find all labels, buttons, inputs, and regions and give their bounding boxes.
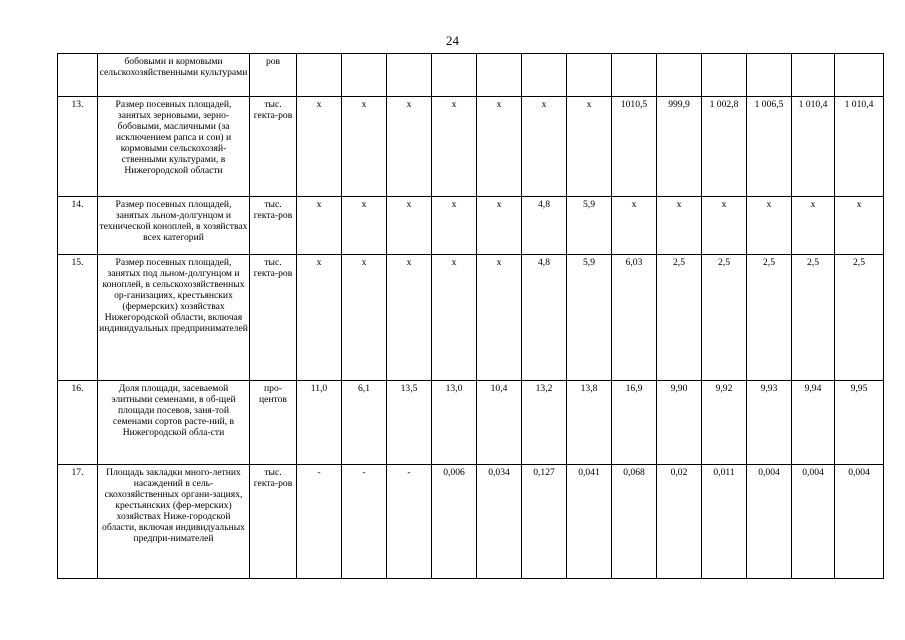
value-cell: 13,8 [567,381,612,465]
value-cell [747,54,792,97]
value-cell: х [477,97,522,197]
value-cell: 0,068 [612,465,657,579]
value-cell: 2,5 [657,255,702,381]
indicator-name: Доля площади, засеваемой элитными семенами, в об-щей площади посевов, заня-той семенами сортов расте-ний, в Нижегородской обла-сти [98,381,250,465]
value-cell: 9,90 [657,381,702,465]
value-cell: 1 006,5 [747,97,792,197]
value-cell [567,54,612,97]
value-cell: 9,93 [747,381,792,465]
value-cell [432,54,477,97]
value-cell: 9,95 [835,381,884,465]
value-cell: 0,041 [567,465,612,579]
value-cell: х [432,97,477,197]
value-cell: - [342,465,387,579]
value-cell: х [612,197,657,255]
value-cell: 6,03 [612,255,657,381]
value-cell: х [792,197,835,255]
value-cell: 0,006 [432,465,477,579]
value-cell: 1 010,4 [792,97,835,197]
value-cell: 0,004 [835,465,884,579]
value-cell: 2,5 [702,255,747,381]
indicator-name: Площадь закладки много-летних насаждений в сель-скохозяйственных органи-зациях, крестьянских (фер-мерских) хозяйствах Ниже-городской области, включая индивидуальных предпри-нимателей [98,465,250,579]
value-cell [657,54,702,97]
value-cell: 11,0 [297,381,342,465]
value-cell: 16,9 [612,381,657,465]
value-cell: 1 002,8 [702,97,747,197]
page-number: 24 [446,33,459,48]
value-cell: - [297,465,342,579]
value-cell: 5,9 [567,255,612,381]
row-number [58,54,98,97]
value-cell: х [432,197,477,255]
value-cell: 0,004 [792,465,835,579]
value-cell [477,54,522,97]
value-cell: 999,9 [657,97,702,197]
value-cell: х [567,97,612,197]
value-cell: 13,5 [387,381,432,465]
value-cell: х [657,197,702,255]
unit-of-measure: ров [250,54,297,97]
value-cell: х [342,97,387,197]
value-cell: 6,1 [342,381,387,465]
value-cell [297,54,342,97]
table-row [58,54,884,97]
value-cell: 0,127 [522,465,567,579]
value-cell: х [342,255,387,381]
unit-of-measure: тыс. гекта-ров [250,97,297,197]
value-cell: 2,5 [792,255,835,381]
unit-of-measure: тыс. гекта-ров [250,255,297,381]
value-cell: х [342,197,387,255]
value-cell [702,54,747,97]
value-cell: 4,8 [522,197,567,255]
value-cell [387,54,432,97]
value-cell [522,54,567,97]
value-cell [792,54,835,97]
value-cell: 0,02 [657,465,702,579]
value-cell: 4,8 [522,255,567,381]
value-cell [835,54,884,97]
indicators-table [57,53,884,579]
row-number: 16. [58,381,98,465]
table-row [58,255,884,381]
value-cell: - [387,465,432,579]
value-cell: х [835,197,884,255]
value-cell: 5,9 [567,197,612,255]
table-row [58,381,884,465]
value-cell: 13,0 [432,381,477,465]
value-cell: х [522,97,567,197]
value-cell [342,54,387,97]
indicator-name: Размер посевных площадей, занятых льном-долгунцом и технической коноплей, в хозяйствах всех категорий [98,197,250,255]
row-number: 17. [58,465,98,579]
value-cell: 13,2 [522,381,567,465]
value-cell: 0,004 [747,465,792,579]
value-cell: 1010,5 [612,97,657,197]
table-body [58,54,884,579]
value-cell: 2,5 [747,255,792,381]
value-cell: 0,011 [702,465,747,579]
value-cell: х [297,255,342,381]
value-cell: 2,5 [835,255,884,381]
value-cell: 1 010,4 [835,97,884,197]
value-cell: х [297,97,342,197]
value-cell: х [387,197,432,255]
value-cell: х [477,255,522,381]
value-cell: х [387,255,432,381]
unit-of-measure: тыс. гекта-ров [250,465,297,579]
table-row [58,197,884,255]
value-cell: 9,94 [792,381,835,465]
table-row [58,97,884,197]
value-cell: х [477,197,522,255]
unit-of-measure: тыс. гекта-ров [250,197,297,255]
row-number: 13. [58,97,98,197]
value-cell: 9,92 [702,381,747,465]
indicator-name: Размер посевных площадей, занятых зерновыми, зерно-бобовыми, масличными (за исключением рапса и сои) и кормовыми сельскохозяй-ственными культурами, в Нижегородской области [98,97,250,197]
unit-of-measure: про-центов [250,381,297,465]
value-cell: 10,4 [477,381,522,465]
indicator-name: Размер посевных площадей, занятых под льном-долгунцом и коноплей, в сельскохозяйственных ор-ганизациях, крестьянских (фермерских) хозяйствах Нижегородской области, включая индивидуальных предпринимателей [98,255,250,381]
row-number: 15. [58,255,98,381]
value-cell: х [387,97,432,197]
table-row [58,465,884,579]
value-cell: х [297,197,342,255]
value-cell [612,54,657,97]
value-cell: х [702,197,747,255]
value-cell: х [747,197,792,255]
row-number: 14. [58,197,98,255]
indicator-name: бобовыми и кормовыми сельскохозяйственными культурами [98,54,250,97]
value-cell: 0,034 [477,465,522,579]
value-cell: х [432,255,477,381]
